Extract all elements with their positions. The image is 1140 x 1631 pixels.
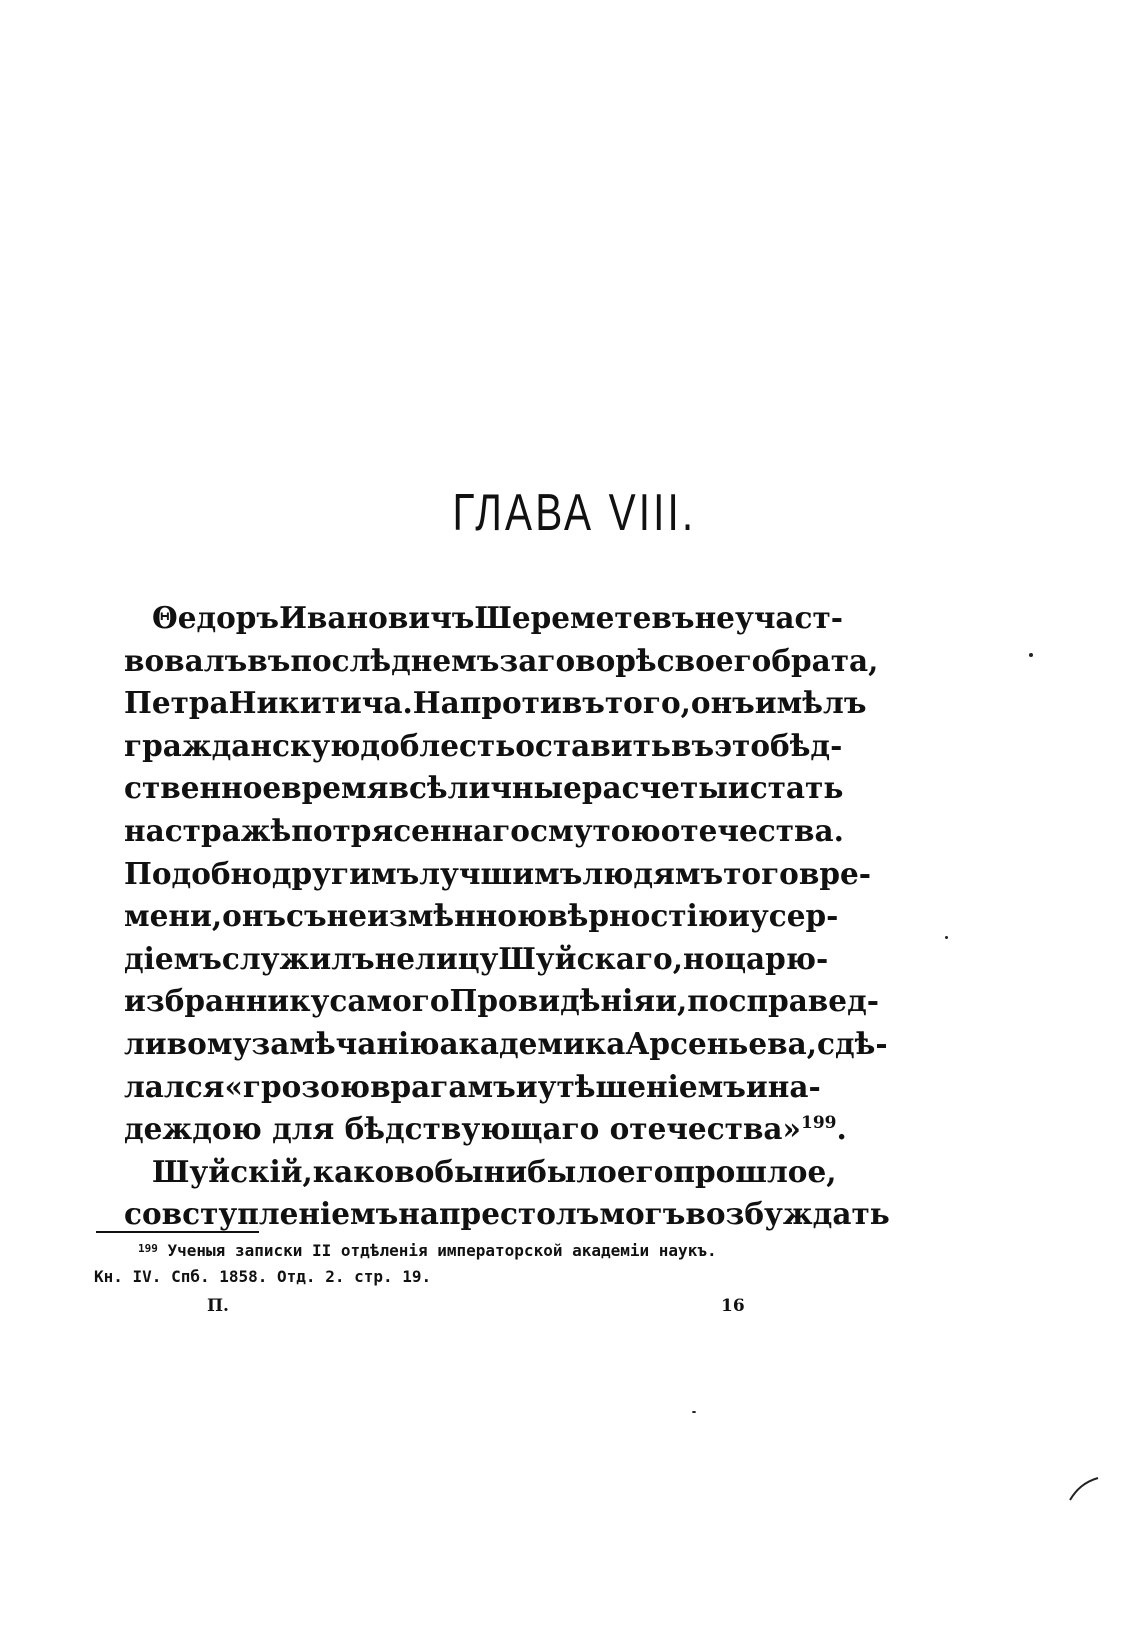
word: было (527, 1153, 617, 1189)
word: по (687, 983, 729, 1019)
word: не (694, 600, 735, 635)
word: и (727, 770, 750, 806)
word: ливому (124, 1025, 252, 1061)
text-line (124, 810, 844, 853)
text-line (124, 682, 867, 725)
word: онъ (222, 898, 287, 934)
word: возбуждать (685, 1196, 890, 1232)
word: со (124, 1196, 162, 1232)
word: въ (670, 727, 715, 763)
footnote-divider (96, 1231, 259, 1233)
footnote-line: $^{199}$ Ученыя записки II отдѣленія императорской академіи наукъ. (138, 1241, 717, 1260)
word: того, (604, 685, 691, 721)
text-line (124, 1066, 821, 1109)
word: участ- (734, 600, 844, 635)
word: стать (749, 770, 844, 806)
word: Никитича. (228, 685, 413, 721)
word: академика (439, 1025, 626, 1061)
text-line (124, 640, 879, 683)
word: время (281, 770, 389, 806)
word: другимъ (271, 855, 420, 891)
word: всѣ (388, 770, 448, 806)
word: могъ (599, 1196, 686, 1232)
word: справед- (728, 983, 879, 1019)
word: и (745, 1068, 768, 1104)
word: онъ (690, 685, 755, 721)
word: вѣрностію (547, 898, 729, 934)
word: діемъ (124, 940, 222, 976)
word: того (723, 855, 799, 891)
word: бѣд- (770, 727, 843, 763)
main-text (124, 597, 890, 1236)
word: и (728, 898, 750, 934)
word: вовалъ (124, 642, 248, 678)
footnote-reference: 199 (801, 1113, 837, 1134)
word: служилъ (221, 940, 375, 976)
word: царю- (724, 940, 829, 976)
word: личные (447, 770, 582, 806)
word: Шуйскій, (152, 1153, 313, 1189)
signature-mark: П. (207, 1296, 229, 1316)
word: мени, (124, 898, 223, 934)
word: заговорѣ (499, 642, 657, 678)
word: брата, (771, 642, 879, 678)
word: Подобно (124, 855, 272, 891)
word: избраннику (124, 983, 330, 1019)
word: Ивановичъ (279, 600, 475, 635)
word: гражданскую (124, 727, 361, 763)
word: лался (124, 1068, 225, 1104)
text-line (124, 853, 871, 896)
word: смутою (530, 812, 661, 848)
word: и (515, 1068, 538, 1104)
word: престолъ (438, 1196, 600, 1232)
word: но (682, 940, 725, 976)
text-line (124, 980, 879, 1023)
word: доблесть (360, 727, 516, 763)
word: своего (656, 642, 772, 678)
word: Петра (124, 685, 229, 721)
word: на- (767, 1068, 821, 1104)
word: Арсеньева, (625, 1025, 817, 1061)
text-line (124, 1023, 888, 1066)
word: не (374, 940, 416, 976)
scan-speck (1029, 653, 1033, 657)
text-line (124, 725, 843, 768)
word: на (398, 1196, 439, 1232)
word: лицу (415, 940, 499, 976)
word: стражѣ (164, 812, 292, 848)
word: послѣднемъ (290, 642, 500, 678)
word: это (714, 727, 771, 763)
scan-mark (1068, 1476, 1102, 1502)
word: въ (247, 642, 291, 678)
word: Шереметевъ (474, 600, 695, 635)
chapter-title: ГЛАВА VIII. (452, 484, 697, 542)
scan-speck (692, 1411, 696, 1413)
word: и, (655, 983, 688, 1019)
word: отечества. (660, 812, 844, 848)
word: лучшимъ (419, 855, 583, 891)
word: утѣшеніемъ (537, 1068, 746, 1104)
scan-speck (945, 936, 948, 939)
word: оставить (515, 727, 671, 763)
word: имѣлъ (754, 685, 867, 721)
word: самого (329, 983, 450, 1019)
word: «грозою (224, 1068, 371, 1104)
text-line (124, 895, 839, 938)
word: расчеты (581, 770, 728, 806)
text-line: деждою для бѣдствующаго отечества»$^{199}$. (124, 1111, 847, 1147)
word: Провидѣнія (449, 983, 656, 1019)
word: Θедоръ (152, 600, 280, 635)
word: вре- (798, 855, 871, 891)
word: его (616, 1153, 674, 1189)
word: замѣчанію (251, 1025, 440, 1061)
word: вступленіемъ (161, 1196, 399, 1232)
word: Напротивъ (412, 685, 605, 721)
word: съ (286, 898, 327, 934)
word: ственное (124, 770, 282, 806)
text-line (124, 1151, 837, 1194)
word: бы (434, 1153, 484, 1189)
text-line (124, 938, 829, 981)
footnote-line: Кн. IV. Спб. 1858. Отд. 2. стр. 19. (94, 1267, 432, 1286)
word: ни (483, 1153, 528, 1189)
word: каково (312, 1153, 435, 1189)
footnote-number: 199 (138, 1242, 158, 1255)
word: потрясеннаго (291, 812, 530, 848)
text-line (124, 597, 844, 640)
word: на (124, 812, 165, 848)
word: усер- (749, 898, 839, 934)
word: прошлое, (673, 1153, 837, 1189)
word: неизмѣнною (326, 898, 548, 934)
word: врагамъ (370, 1068, 516, 1104)
text-line (124, 767, 844, 810)
text-line (124, 1193, 890, 1236)
word: людямъ (582, 855, 724, 891)
word: Шуйскаго, (498, 940, 683, 976)
page-number: 16 (721, 1296, 745, 1316)
footnote (94, 1238, 794, 1290)
word: сдѣ- (816, 1025, 888, 1061)
